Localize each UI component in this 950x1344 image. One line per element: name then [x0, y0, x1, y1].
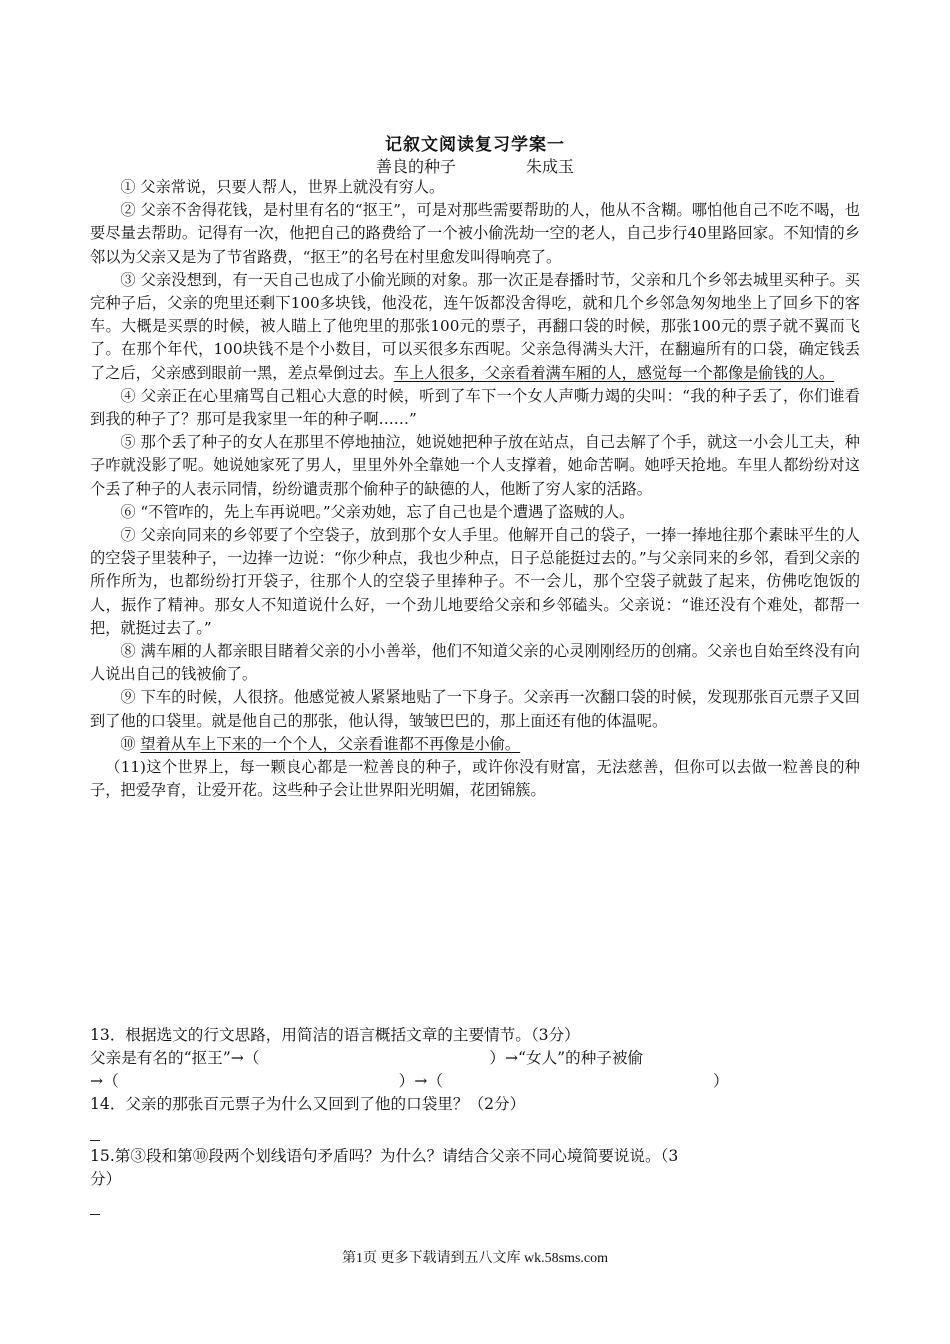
- q13-text-5: ）: [712, 1072, 729, 1090]
- answer-line-14[interactable]: [90, 1140, 100, 1141]
- q13-blank-1[interactable]: [259, 1047, 489, 1070]
- paragraph-3: [90, 269, 860, 385]
- underlined-sentence-3: 车上人很多，父亲看着满车厢的人，感觉每一个都像是偷钱的人。: [393, 363, 835, 382]
- paragraph-8: ⑧ 满车厢的人都亲眼目睹着父亲的小小善举，他们不知道父亲的心灵刚刚经历的创痛。父亲也自始至终没有向人说出自己的钱被偷了。: [90, 642, 860, 684]
- page-footer: 第1页 更多下载请到五八文库 wk.58sms.com: [342, 1251, 608, 1266]
- answer-line-15[interactable]: [90, 1214, 100, 1215]
- q13-text-1: 父亲是有名的“抠王”→（: [90, 1049, 260, 1067]
- paragraph-3-text: ③ 父亲没想到，有一天自己也成了小偷光顾的对象。那一次正是春播时节，父亲和几个乡邻去城里买种子。买完种子后，父亲的兜里还剩下100多块钱，他没花，连午饭都没舍得吃，就和几个乡邻急匆匆地坐上了回乡下的客车。大概是买票的时候，被人瞄上了他兜里的那张100元的票子，再翻口袋的时候，那张100元的票子就不翼而飞了。在那个年代，100块钱不是个小数目，可以买很多东西呢。父亲急得满头大汗，在翻遍所有的口袋，确定钱丢了之后，父亲感到眼前一黑，差点晕倒过去。: [90, 270, 860, 382]
- q13-text-4: ）→（: [398, 1072, 443, 1090]
- paragraph-7: ⑦ 父亲向同来的乡邻要了个空袋子，放到那个女人手里。他解开自己的袋子，一捧一捧地往那个素昧平生的人的空袋子里装种子，一边捧一边说：“你少种点，我也少种点，日子总能挺过去的。”与父亲同来的乡邻，看到父亲的所作所为，也都纷纷打开袋子，往那个人的空袋子里捧种子。不一会儿，那个空袋子就鼓了起来，仿佛吃饱饭的人，振作了精神。那女人不知道说什么好，一个劲儿地要给父亲和乡邻磕头。父亲说：“谁还没有个难处，都帮一把，就挺过去了。”: [90, 526, 860, 637]
- question-13: 13．根据选文的行文思路，用简洁的语言概括文章的主要情节。（3分）: [90, 1026, 580, 1044]
- q13-blank-3[interactable]: [443, 1070, 713, 1093]
- article-body: [90, 176, 860, 802]
- article-heading: [0, 154, 950, 177]
- q13-text-3: →（: [90, 1072, 119, 1090]
- paragraph-4: ④ 父亲正在心里痛骂自己粗心大意的时候，听到了车下一个女人声嘶力竭的尖叫：“我的种子丢了，你们谁看到我的种子了？那可是我家里一年的种子啊……”: [90, 386, 860, 429]
- paragraph-9: ⑨ 下车的时候，人很挤。他感觉被人紧紧地贴了一下身子。父亲再一次翻口袋的时候，发现那张百元票子又回到了他的口袋里。就是他自己的那张，他认得，皱皱巴巴的，那上面还有他的体温呢。: [90, 688, 860, 730]
- document-title: 记叙文阅读复习学案一: [385, 135, 565, 155]
- paragraph-11: （11)这个世界上，每一颗良心都是一粒善良的种子，或许你没有财富，无法慈善，但你可以去做一粒善良的种子，把爱孕育，让爱开花。这些种子会让世界阳光明媚，花团锦簇。: [90, 758, 860, 800]
- paragraph-10: [90, 733, 860, 756]
- questions-section: [90, 1024, 860, 1116]
- paragraph-10-number: ⑩: [120, 734, 141, 753]
- underlined-sentence-10: 望着从车上下来的一个个人，父亲看谁都不再像是小偷。: [140, 734, 521, 753]
- question-13-answer-row-1: [90, 1047, 860, 1070]
- q13-blank-2[interactable]: [119, 1070, 399, 1093]
- paragraph-5: ⑤ 那个丢了种子的女人在那里不停地抽泣，她说她把种子放在站点，自己去解了个手，就这一小会儿工夫，种子咋就没影了呢。她说她家死了男人，里里外外全靠她一个人支撑着，她命苦啊。她呼天抢地。车里人都纷纷对这个丢了种子的人表示同情，纷纷谴责那个偷种子的缺德的人，他断了穷人家的活路。: [90, 433, 860, 498]
- paragraph-6: ⑥ “不管咋的，先上车再说吧。”父亲劝她，忘了自己也是个遭遇了盗贼的人。: [120, 502, 635, 521]
- question-13-answer-row-2: [90, 1070, 860, 1093]
- paragraph-1: ① 父亲常说，只要人帮人，世界上就没有穷人。: [120, 178, 445, 196]
- question-15-line-2: 分）: [90, 1170, 122, 1188]
- question-14: 14．父亲的那张百元票子为什么又回到了他的口袋里？（2分）: [90, 1095, 526, 1113]
- question-15-block: [90, 1145, 860, 1191]
- paragraph-2: ② 父亲不舍得花钱，是村里有名的“抠王”，可是对那些需要帮助的人，他从不含糊。哪怕他自己不吃不喝，也要尽量去帮助。记得有一次，他把自己的路费给了一个被小偷洗劫一空的老人，自己步行40里路回家。不知情的乡邻以为父亲又是为了节省路费，“抠王”的名号在村里愈发叫得响亮了。: [90, 201, 860, 266]
- question-15-line-1: 15.第③段和第⑩段两个划线语句矛盾吗？为什么？请结合父亲不同心境简要说说。（3: [90, 1147, 679, 1165]
- article-title: 善良的种子: [375, 157, 456, 176]
- q13-text-2: ）→“女人”的种子被偷: [489, 1049, 644, 1067]
- article-author: 朱成玉: [526, 157, 575, 176]
